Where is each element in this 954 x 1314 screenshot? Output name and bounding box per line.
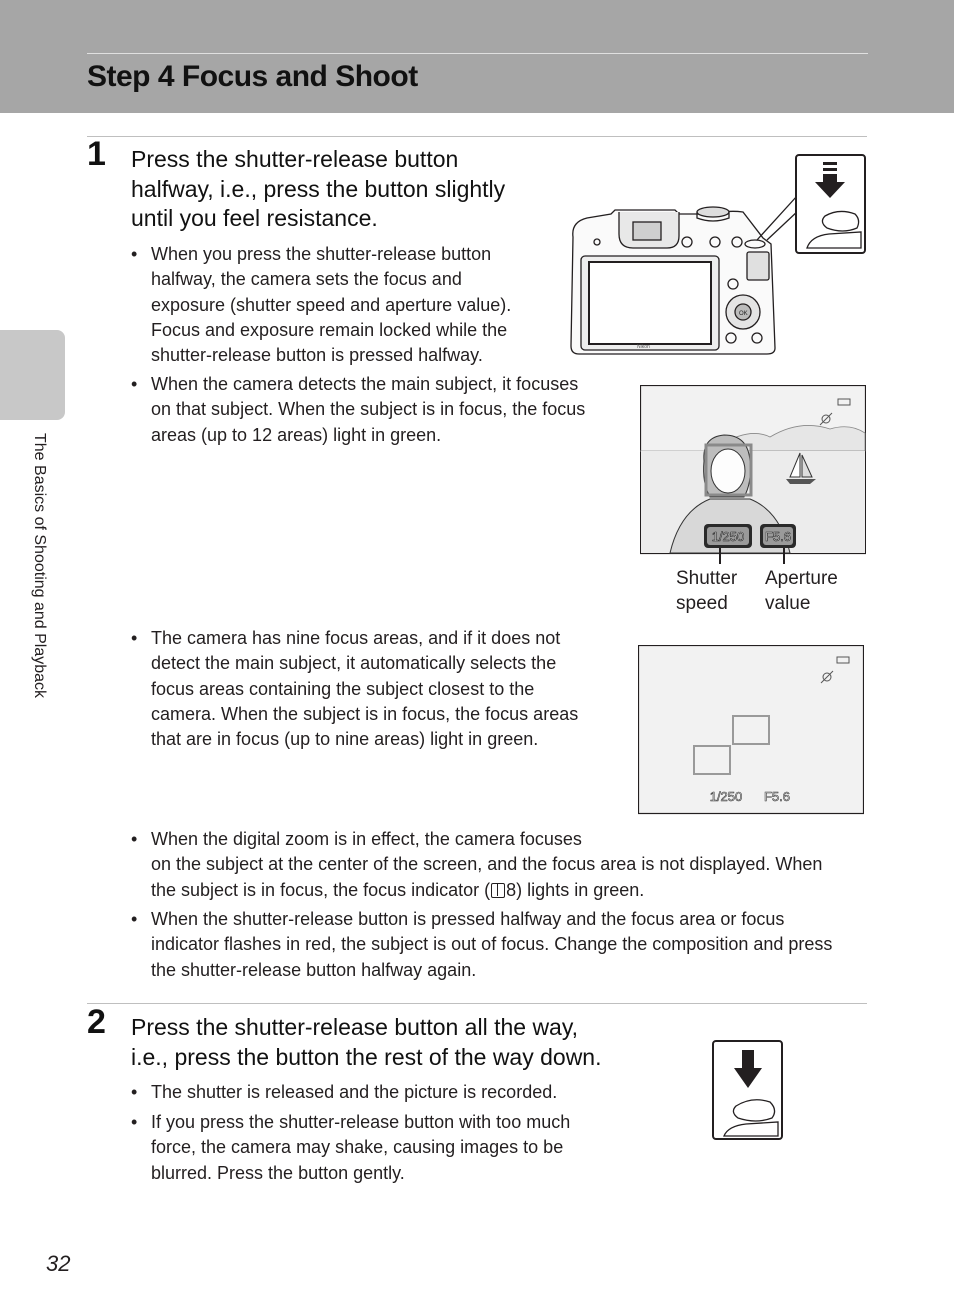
shutter-leader-line	[719, 548, 721, 564]
step1-bullet-3: • The camera has nine focus areas, and if it does not detect the main subject, it automatically selects the focus areas containing the subject closest to the camera. When the subject is in focus, the focus areas that are in focus (up to nine areas) light in green.	[131, 626, 631, 752]
caption-aperture-value: Aperture value	[765, 568, 838, 614]
header-rule	[87, 53, 868, 54]
page-title: Step 4 Focus and Shoot	[87, 60, 418, 93]
shutter-speed-readout: 1/250	[709, 789, 743, 804]
aperture-readout: F5.6	[764, 529, 792, 544]
full-press-detail	[712, 1040, 784, 1142]
step1-bullet-1: • When you press the shutter-release button halfway, the camera sets the focus and exposure (shutter speed and aperture value). Focus and exposure remain locked while the shutter-release button is pressed halfway.	[131, 242, 571, 368]
step2-heading: Press the shutter-release button all the way, i.e., press the button the rest of the way down.	[131, 1014, 602, 1070]
header-band	[0, 0, 954, 113]
step1-number: 1	[87, 135, 106, 173]
step1-heading: Press the shutter-release button halfway, i.e., press the button slightly until you feel resistance.	[131, 146, 506, 231]
camera-brand: Nikon	[637, 344, 650, 350]
book-reference-icon	[491, 883, 505, 898]
step2-rule	[87, 1003, 867, 1004]
section-tab-label: The Basics of Shooting and Playback	[31, 433, 48, 699]
caption-shutter-speed: Shutter speed	[676, 568, 738, 614]
step1-rule	[87, 136, 867, 137]
shutter-speed-readout: 1/250	[711, 529, 745, 544]
step1-bullet-2: • When the camera detects the main subject, it focuses on that subject. When the subject is in focus, the focus areas (up to 12 areas) light in green.	[131, 372, 641, 448]
monitor-screen-focus-areas	[638, 645, 864, 815]
step2-number: 2	[87, 1003, 106, 1041]
page-number: 32	[46, 1251, 71, 1276]
ok-button-label: OK	[739, 311, 748, 317]
step1-bullet-5: • When the shutter-release button is pressed halfway and the focus area or focus indicator flashes in red, the subject is out of focus. Change the composition and press the shutter-release button halfway again.	[131, 907, 891, 983]
step2-bullet-2: • If you press the shutter-release button with too much force, the camera may shake, causing images to be blurred. Press the button gently.	[131, 1110, 641, 1186]
half-press-detail	[795, 154, 867, 256]
aperture-leader-line	[783, 548, 785, 564]
section-tab	[0, 330, 65, 420]
step1-bullet-4: • When the digital zoom is in effect, the camera focuses on the subject at the center of the screen, and the focus area is not displayed. When the subject is in focus, the focus indicator ( 8) lights in green.	[131, 827, 871, 903]
aperture-readout: F5.6	[763, 789, 791, 804]
monitor-screen-face	[640, 385, 866, 555]
step2-bullet-1: • The shutter is released and the picture is recorded.	[131, 1080, 641, 1105]
